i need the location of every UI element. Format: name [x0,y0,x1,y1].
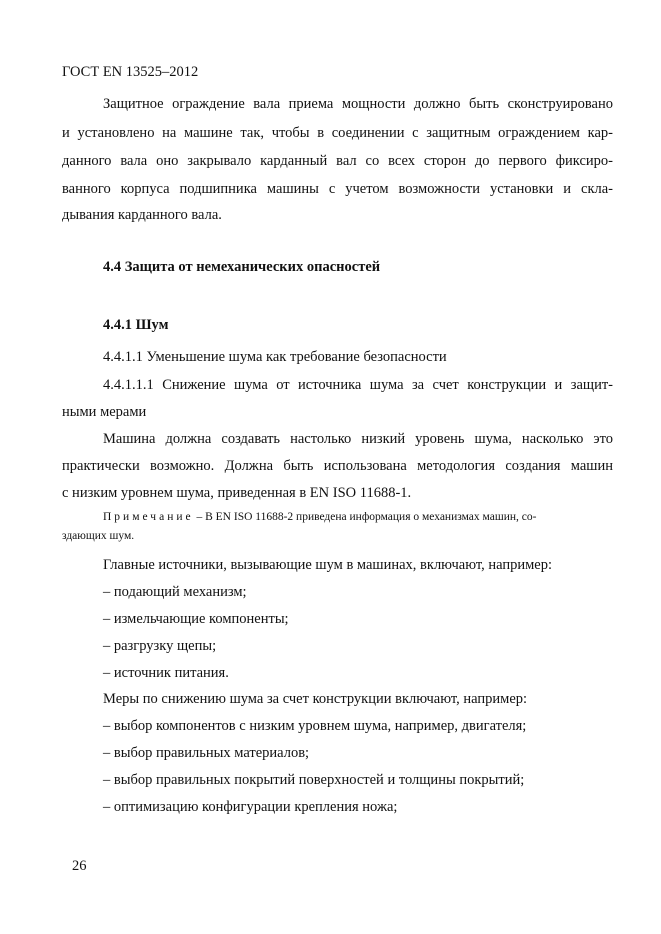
note-label: Примечание [103,511,194,523]
intro-paragraph-line: Защитное ограждение вала приема мощности должно быть сконструировано [103,96,613,112]
clause-title-line: ными мерами [62,404,147,420]
clause-title: 4.4.1.1 Уменьшение шума как требование безопасности [103,349,447,365]
list-item: – выбор компонентов с низким уровнем шума, например, двигателя; [103,718,527,734]
note-text: – В EN ISO 11688-2 приведена информация о механизмах машин, со- [193,511,537,523]
subsection-heading: 4.4.1 Шум [103,317,169,333]
intro-paragraph-line: дывания карданного вала. [62,207,222,223]
list-item: – разгрузку щепы; [103,638,217,654]
machine-paragraph-line: с низким уровнем шума, приведенная в EN ISO 11688-1. [62,485,412,501]
list-item: – источник питания. [103,665,229,681]
list-item: – выбор правильных материалов; [103,745,310,761]
document-code-header: ГОСТ EN 13525–2012 [62,64,199,80]
note-line-continuation: здающих шум. [62,530,135,542]
machine-paragraph-line: Машина должна создавать настолько низкий уровень шума, насколько это [103,431,613,447]
page-number: 26 [72,858,87,874]
intro-paragraph-line: данного вала оно закрывало карданный вал со всех сторон до первого фиксиро- [62,153,613,169]
intro-paragraph-line: и установлено на машине так, чтобы в соединении с защитным ограждением кар- [62,125,613,141]
machine-paragraph-line: практически возможно. Должна быть использована методология создания машин [62,458,613,474]
list-item: – измельчающие компоненты; [103,611,289,627]
list-item: – оптимизацию конфигурации крепления ножа; [103,799,398,815]
intro-paragraph-line: ванного корпуса подшипника машины с учетом возможности установки и скла- [62,181,613,197]
note-line [103,509,613,525]
list-item: – подающий механизм; [103,584,247,600]
sources-intro: Главные источники, вызывающие шум в машинах, включают, например: [103,557,552,573]
section-heading: 4.4 Защита от немеханических опасностей [103,259,381,275]
clause-title-line: 4.4.1.1.1 Снижение шума от источника шума за счет конструкции и защит- [103,377,613,393]
list-item: – выбор правильных покрытий поверхностей и толщины покрытий; [103,772,525,788]
measures-intro: Меры по снижению шума за счет конструкции включают, например: [103,691,528,707]
